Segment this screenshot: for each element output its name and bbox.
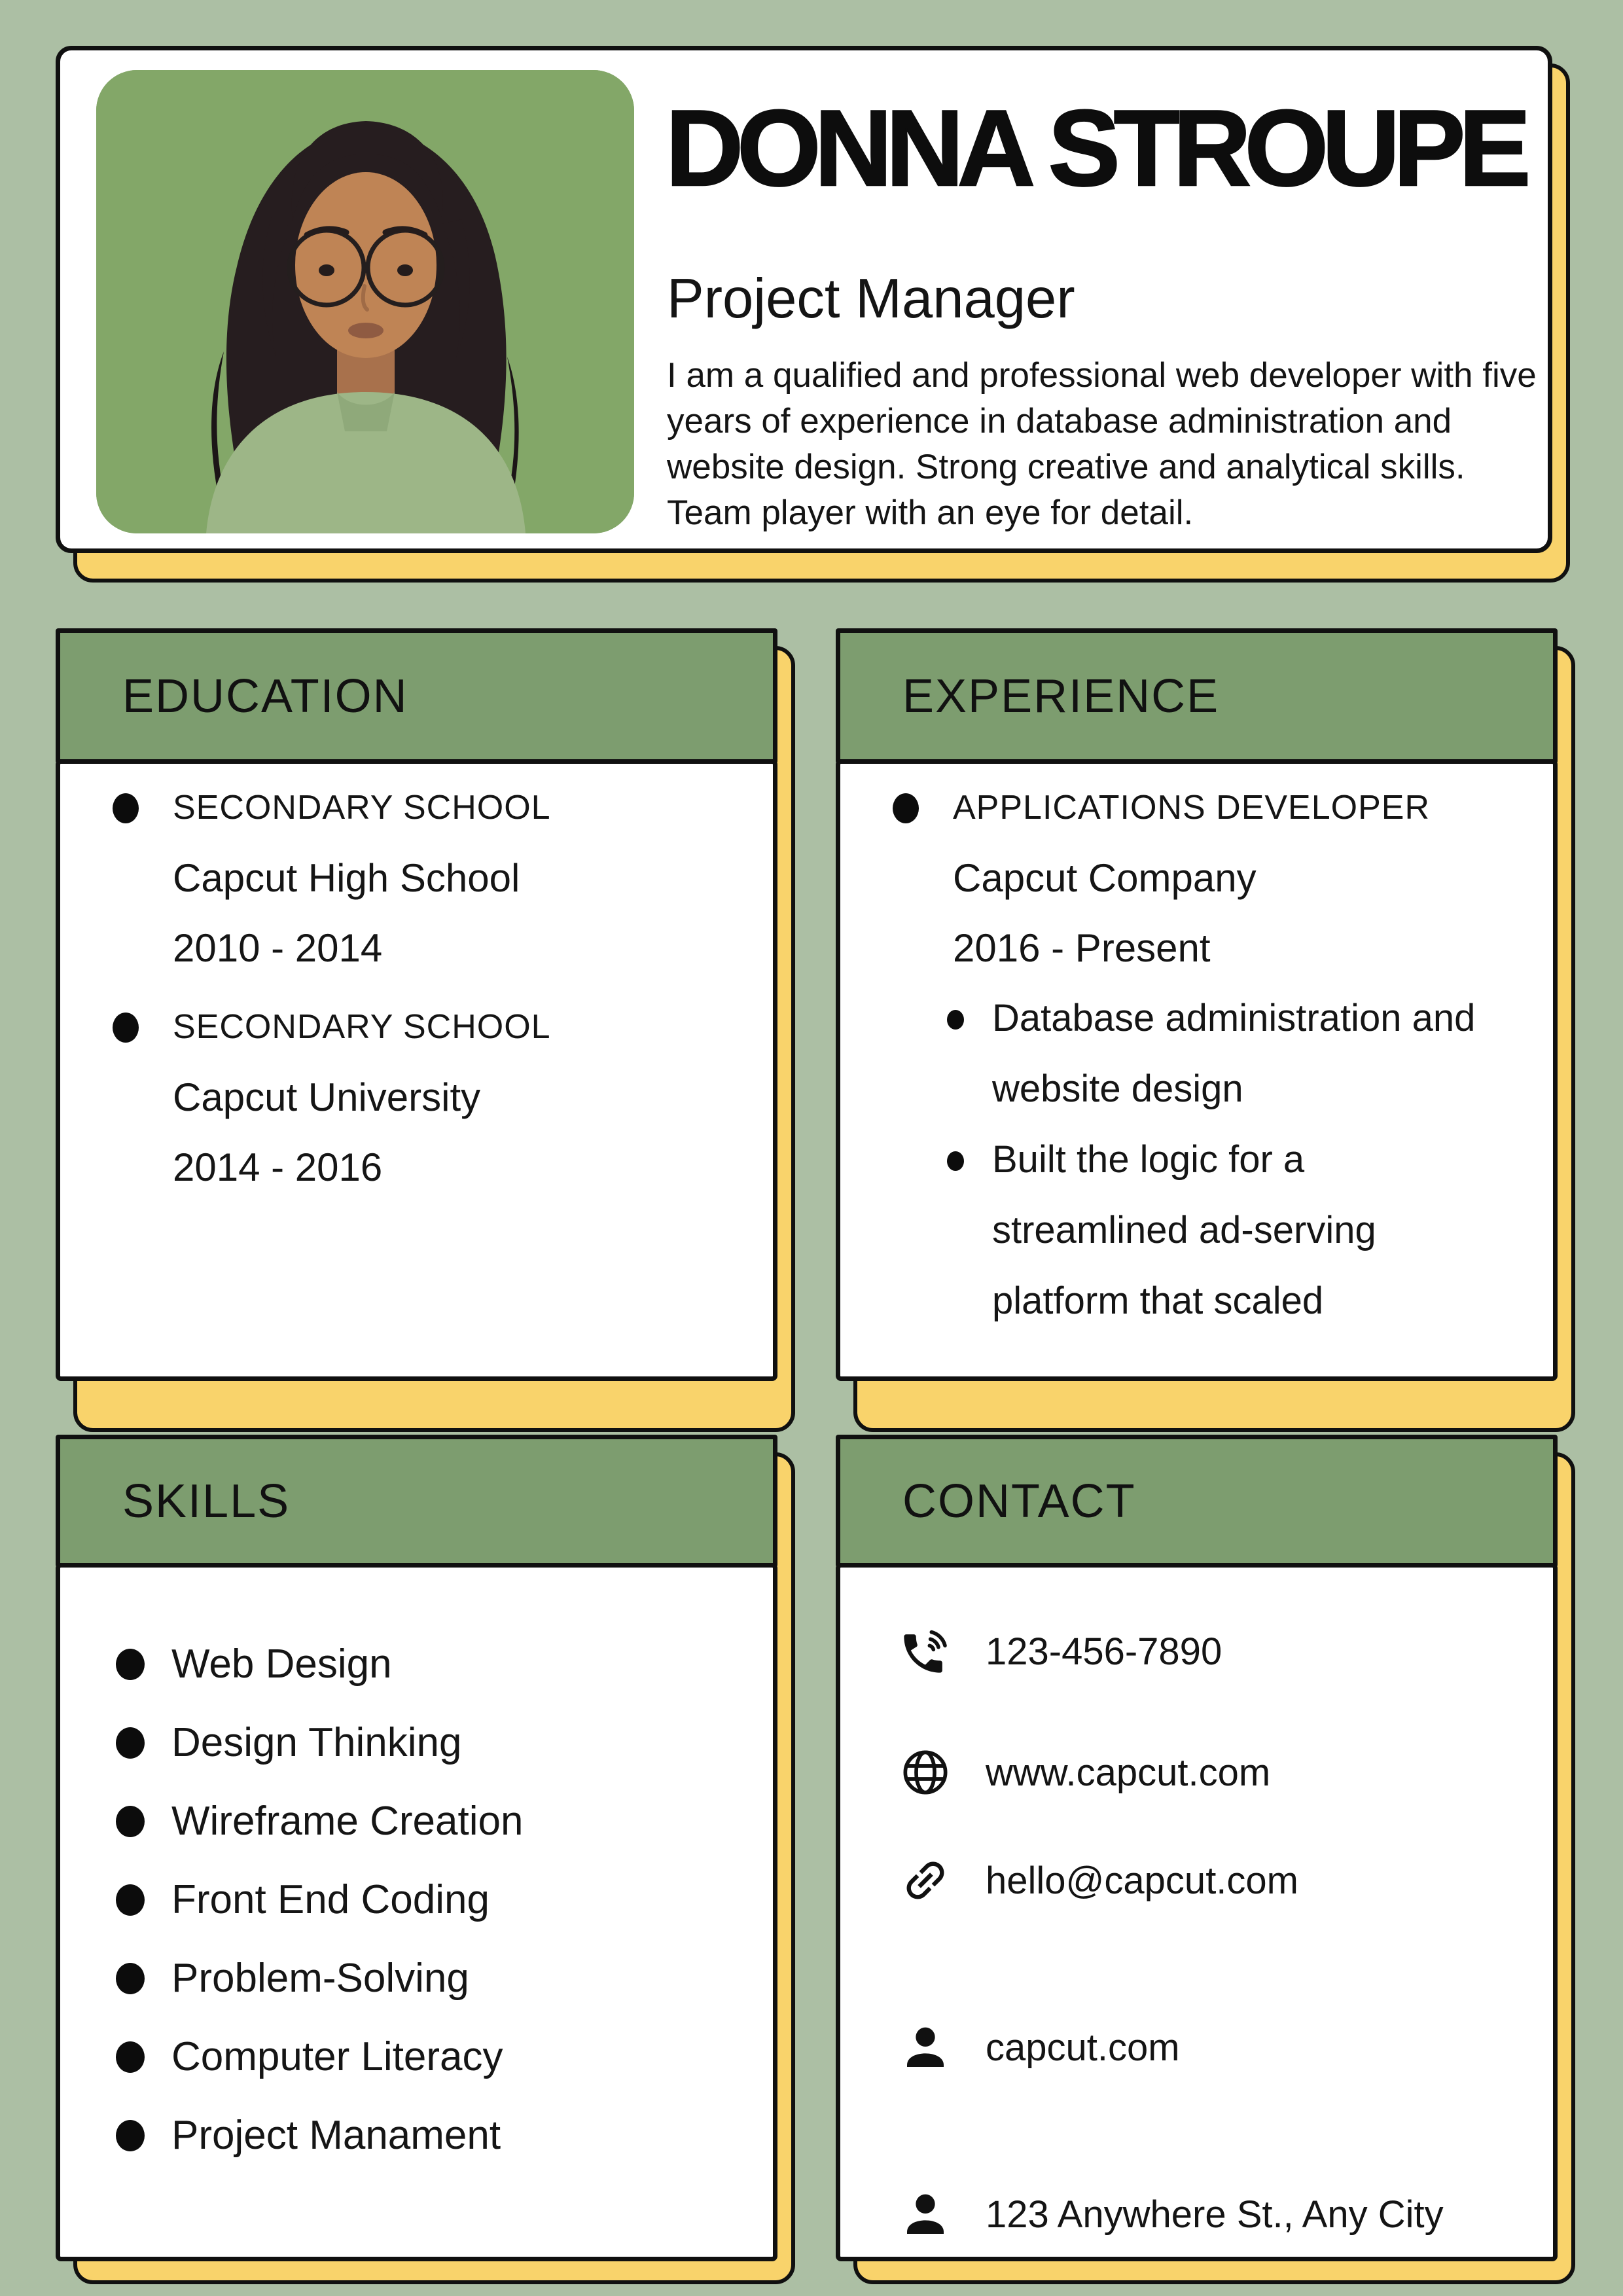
- bullet-icon: [116, 2120, 145, 2151]
- link-icon: [899, 1854, 952, 1907]
- years: 2010 - 2014: [173, 926, 383, 970]
- education-card: [56, 759, 777, 1381]
- phone-icon: [899, 1625, 952, 1677]
- skills-section: [56, 1435, 777, 2261]
- contact-value: 123 Anywhere St., Any City: [986, 2193, 1444, 2236]
- bullet-icon: [116, 1963, 145, 1994]
- skill-item: [171, 2096, 760, 2175]
- experience-title: EXPERIENCE: [902, 670, 1220, 723]
- header-text-block: [666, 50, 1556, 558]
- contact-value: hello@capcut.com: [986, 1859, 1298, 1902]
- skill-label: Problem-Solving: [171, 1956, 469, 2001]
- skill-label: Computer Literacy: [171, 2034, 503, 2079]
- contact-value: capcut.com: [986, 2026, 1180, 2069]
- experience-section: [836, 628, 1558, 1381]
- skill-label: Design Thinking: [171, 1720, 462, 1765]
- skill-label: Project Manament: [171, 2113, 501, 2158]
- person-icon: [899, 2188, 952, 2240]
- experience-header: [836, 628, 1558, 764]
- skill-item: [171, 1625, 760, 1704]
- experience-detail: [944, 1124, 1533, 1336]
- education-title: EDUCATION: [122, 670, 408, 723]
- experience-entry: [893, 773, 1533, 983]
- contact-header: [836, 1435, 1558, 1568]
- skill-item: [171, 1704, 760, 1782]
- skills-title: SKILLS: [122, 1475, 291, 1528]
- contact-row: [840, 2185, 1553, 2244]
- contact-row: [840, 1622, 1553, 1681]
- header-section: [56, 46, 1552, 553]
- skills-header: [56, 1435, 777, 1568]
- skill-label: Web Design: [171, 1641, 392, 1687]
- experience-detail-list: [944, 983, 1533, 1336]
- contact-row: [840, 1851, 1553, 1910]
- contact-value: 123-456-7890: [986, 1630, 1222, 1673]
- person-icon: [899, 2021, 952, 2073]
- skill-item: [171, 1939, 760, 2018]
- years: 2016 - Present: [953, 926, 1211, 970]
- skills-card: [56, 1563, 777, 2261]
- education-header: [56, 628, 777, 764]
- contact-title: CONTACT: [902, 1475, 1136, 1528]
- detail-line: Built the logic for a: [992, 1138, 1305, 1181]
- education-entry: [113, 992, 753, 1202]
- sub-bullet-icon: [947, 1151, 964, 1171]
- experience-card: [836, 759, 1558, 1381]
- skill-label: Wireframe Creation: [171, 1799, 524, 1844]
- detail-line: streamlined ad-serving: [992, 1209, 1376, 1251]
- detail-line: platform that scaled: [992, 1280, 1324, 1322]
- education-entry: [113, 773, 753, 983]
- education-section: [56, 628, 777, 1381]
- contact-card: [836, 1563, 1558, 2261]
- portrait-photo: [96, 70, 634, 533]
- contact-list: [840, 1568, 1553, 2257]
- bullet-icon: [116, 1884, 145, 1916]
- bullet-icon: [116, 1727, 145, 1759]
- degree: SECONDARY SCHOOL: [173, 1008, 551, 1046]
- portrait-illustration: [96, 70, 634, 533]
- profile-summary: I am a qualified and professional web developer with five years of experience in database administration and website design. Strong creative and analytical skills. Team player with an eye for detail.: [667, 356, 1537, 532]
- detail-line: Database administration and: [992, 997, 1476, 1039]
- position: APPLICATIONS DEVELOPER: [953, 789, 1431, 827]
- degree: SECONDARY SCHOOL: [173, 789, 551, 827]
- contact-row: [840, 1743, 1553, 1802]
- bullet-icon: [893, 793, 919, 823]
- detail-line: website design: [992, 1067, 1243, 1110]
- skills-list: [60, 1568, 773, 2257]
- bullet-icon: [116, 2041, 145, 2073]
- bullet-icon: [116, 1806, 145, 1837]
- person-name: DONNA STROUPE: [666, 88, 1525, 208]
- experience-entries: [840, 764, 1553, 1376]
- contact-section: [836, 1435, 1558, 2261]
- sub-bullet-icon: [947, 1010, 964, 1030]
- bullet-icon: [116, 1649, 145, 1680]
- education-entries: [60, 764, 773, 1376]
- header-card: [56, 46, 1552, 553]
- school: Capcut High School: [173, 856, 520, 900]
- contact-row: [840, 2018, 1553, 2077]
- skill-item: [171, 1861, 760, 1939]
- school: Capcut University: [173, 1075, 481, 1119]
- bullet-icon: [113, 1013, 139, 1043]
- company: Capcut Company: [953, 856, 1257, 900]
- job-title: Project Manager: [667, 268, 1075, 330]
- globe-icon: [899, 1746, 952, 1799]
- skill-item: [171, 1782, 760, 1861]
- experience-detail: [944, 983, 1533, 1124]
- contact-value: www.capcut.com: [986, 1751, 1271, 1794]
- years: 2014 - 2016: [173, 1145, 383, 1189]
- bullet-icon: [113, 793, 139, 823]
- skill-label: Front End Coding: [171, 1877, 490, 1922]
- skill-item: [171, 2018, 760, 2096]
